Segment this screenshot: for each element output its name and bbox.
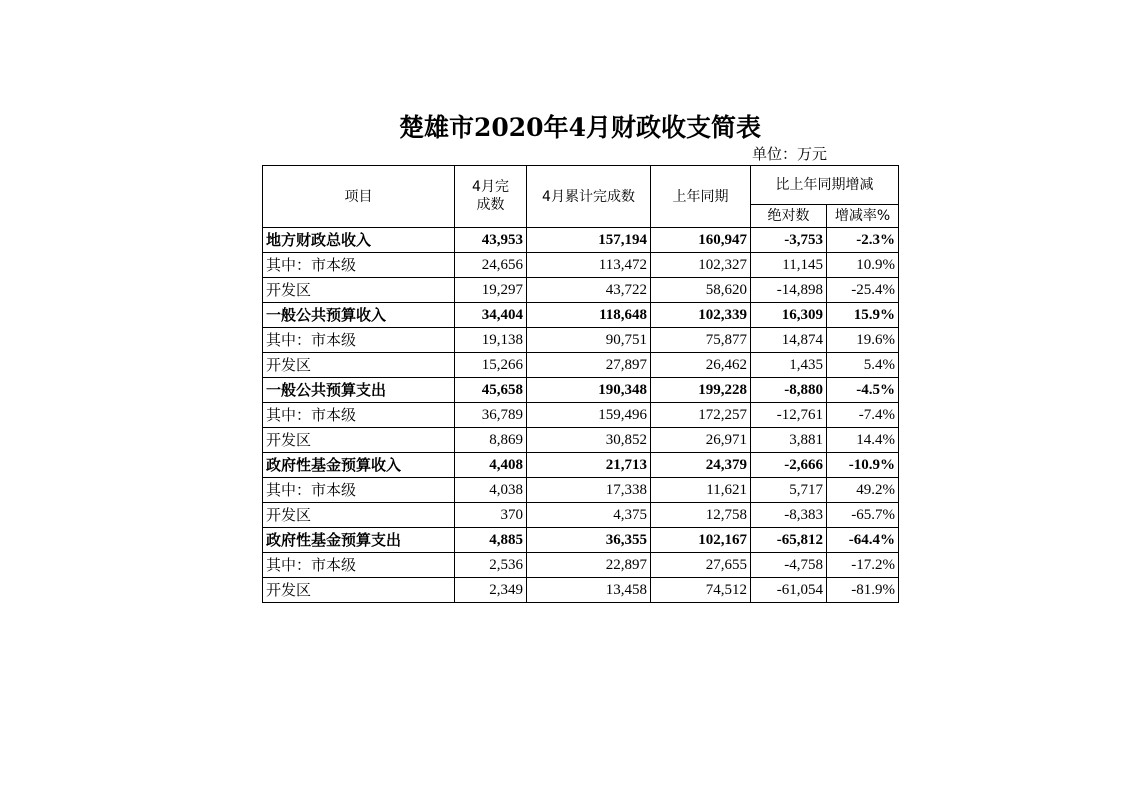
- row-label: 其中：市本级: [263, 478, 455, 503]
- cell-cumulative: 17,338: [527, 478, 651, 503]
- cell-rate: 14.4%: [827, 428, 899, 453]
- cell-last-year: 102,339: [651, 303, 751, 328]
- cell-month: 19,138: [455, 328, 527, 353]
- table-row: [263, 478, 899, 503]
- row-label: 其中：市本级: [263, 253, 455, 278]
- header-row: [263, 166, 899, 205]
- row-label: 一般公共预算收入: [263, 303, 455, 328]
- cell-absolute: 14,874: [751, 328, 827, 353]
- table-row: [263, 553, 899, 578]
- cell-month: 2,536: [455, 553, 527, 578]
- cell-month: 4,038: [455, 478, 527, 503]
- table-row: [263, 328, 899, 353]
- table-row: [263, 353, 899, 378]
- page-title: 楚雄市2020年4月财政收支简表: [399, 113, 761, 142]
- cell-cumulative: 90,751: [527, 328, 651, 353]
- row-label: 一般公共预算支出: [263, 378, 455, 403]
- cell-absolute: -3,753: [751, 228, 827, 253]
- header-rate: 增减率%: [827, 205, 899, 228]
- row-label: 其中：市本级: [263, 403, 455, 428]
- cell-last-year: 102,167: [651, 528, 751, 553]
- cell-month: 45,658: [455, 378, 527, 403]
- cell-rate: -64.4%: [827, 528, 899, 553]
- cell-month: 4,885: [455, 528, 527, 553]
- unit-label: 单位：万元: [752, 145, 828, 163]
- finance-table: [262, 165, 899, 603]
- table-row: [263, 403, 899, 428]
- cell-absolute: -65,812: [751, 528, 827, 553]
- header-absolute: 绝对数: [751, 205, 827, 228]
- cell-absolute: -14,898: [751, 278, 827, 303]
- row-label: 政府性基金预算支出: [263, 528, 455, 553]
- cell-cumulative: 118,648: [527, 303, 651, 328]
- header-month: 4月完成数: [455, 166, 527, 228]
- cell-rate: -25.4%: [827, 278, 899, 303]
- row-label: 开发区: [263, 278, 455, 303]
- cell-cumulative: 190,348: [527, 378, 651, 403]
- cell-absolute: -8,880: [751, 378, 827, 403]
- cell-month: 19,297: [455, 278, 527, 303]
- cell-absolute: 11,145: [751, 253, 827, 278]
- table-row: [263, 578, 899, 603]
- cell-last-year: 27,655: [651, 553, 751, 578]
- table-row: [263, 278, 899, 303]
- cell-last-year: 24,379: [651, 453, 751, 478]
- cell-last-year: 26,971: [651, 428, 751, 453]
- cell-cumulative: 157,194: [527, 228, 651, 253]
- cell-last-year: 75,877: [651, 328, 751, 353]
- cell-rate: 49.2%: [827, 478, 899, 503]
- row-label: 开发区: [263, 353, 455, 378]
- cell-last-year: 172,257: [651, 403, 751, 428]
- row-label: 政府性基金预算收入: [263, 453, 455, 478]
- cell-absolute: 5,717: [751, 478, 827, 503]
- cell-month: 36,789: [455, 403, 527, 428]
- table-row: [263, 453, 899, 478]
- header-last-year: 上年同期: [651, 166, 751, 228]
- row-label: 开发区: [263, 428, 455, 453]
- cell-rate: -17.2%: [827, 553, 899, 578]
- row-label: 开发区: [263, 503, 455, 528]
- cell-rate: 19.6%: [827, 328, 899, 353]
- cell-absolute: -61,054: [751, 578, 827, 603]
- cell-cumulative: 4,375: [527, 503, 651, 528]
- cell-cumulative: 113,472: [527, 253, 651, 278]
- cell-cumulative: 13,458: [527, 578, 651, 603]
- cell-rate: 15.9%: [827, 303, 899, 328]
- cell-month: 43,953: [455, 228, 527, 253]
- cell-rate: -2.3%: [827, 228, 899, 253]
- cell-rate: -4.5%: [827, 378, 899, 403]
- table-row: [263, 253, 899, 278]
- cell-cumulative: 30,852: [527, 428, 651, 453]
- cell-month: 4,408: [455, 453, 527, 478]
- cell-rate: 10.9%: [827, 253, 899, 278]
- cell-month: 370: [455, 503, 527, 528]
- cell-month: 34,404: [455, 303, 527, 328]
- row-label: 其中：市本级: [263, 553, 455, 578]
- table-row: [263, 303, 899, 328]
- cell-absolute: -4,758: [751, 553, 827, 578]
- cell-last-year: 160,947: [651, 228, 751, 253]
- cell-last-year: 12,758: [651, 503, 751, 528]
- cell-last-year: 199,228: [651, 378, 751, 403]
- cell-last-year: 74,512: [651, 578, 751, 603]
- cell-rate: -10.9%: [827, 453, 899, 478]
- table-row: [263, 428, 899, 453]
- cell-absolute: -8,383: [751, 503, 827, 528]
- cell-cumulative: 36,355: [527, 528, 651, 553]
- cell-absolute: 1,435: [751, 353, 827, 378]
- row-label: 其中：市本级: [263, 328, 455, 353]
- cell-cumulative: 43,722: [527, 278, 651, 303]
- cell-month: 15,266: [455, 353, 527, 378]
- cell-month: 24,656: [455, 253, 527, 278]
- header-cumulative: 4月累计完成数: [527, 166, 651, 228]
- cell-cumulative: 27,897: [527, 353, 651, 378]
- table-row: [263, 503, 899, 528]
- header-compare: 比上年同期增减: [751, 166, 899, 205]
- cell-last-year: 58,620: [651, 278, 751, 303]
- cell-rate: -81.9%: [827, 578, 899, 603]
- cell-absolute: 16,309: [751, 303, 827, 328]
- row-label: 开发区: [263, 578, 455, 603]
- cell-cumulative: 159,496: [527, 403, 651, 428]
- cell-cumulative: 21,713: [527, 453, 651, 478]
- cell-month: 2,349: [455, 578, 527, 603]
- cell-last-year: 26,462: [651, 353, 751, 378]
- cell-rate: -65.7%: [827, 503, 899, 528]
- cell-absolute: -12,761: [751, 403, 827, 428]
- header-item: 项目: [263, 166, 455, 228]
- cell-rate: 5.4%: [827, 353, 899, 378]
- cell-absolute: -2,666: [751, 453, 827, 478]
- row-label: 地方财政总收入: [263, 228, 455, 253]
- cell-month: 8,869: [455, 428, 527, 453]
- cell-absolute: 3,881: [751, 428, 827, 453]
- table-row: [263, 528, 899, 553]
- table-body: [263, 228, 899, 603]
- cell-last-year: 102,327: [651, 253, 751, 278]
- cell-rate: -7.4%: [827, 403, 899, 428]
- table-row: [263, 228, 899, 253]
- table-row: [263, 378, 899, 403]
- cell-cumulative: 22,897: [527, 553, 651, 578]
- cell-last-year: 11,621: [651, 478, 751, 503]
